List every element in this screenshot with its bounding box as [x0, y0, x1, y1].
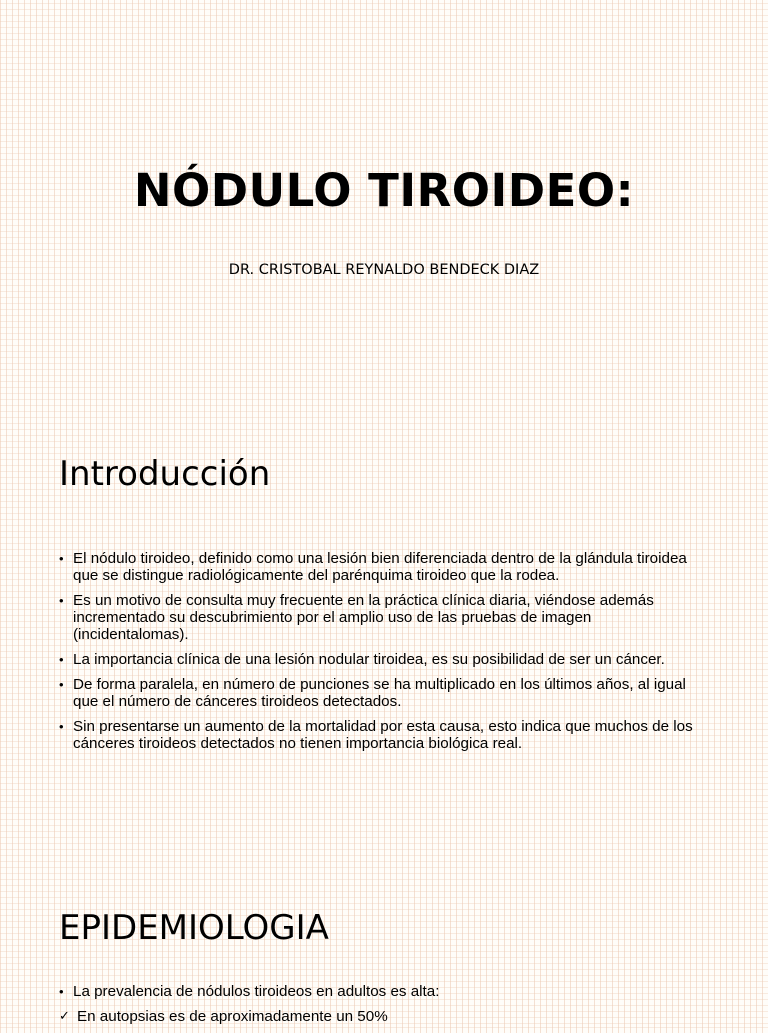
- check-text: En autopsias es de aproximadamente un 50%: [77, 1008, 388, 1025]
- author-name: DR. CRISTOBAL REYNALDO BENDECK DIAZ: [228, 262, 540, 278]
- epidemiology-slide: [0, 886, 768, 1024]
- bullet-icon: •: [59, 984, 64, 999]
- bullet-text: Es un motivo de consulta muy frecuente en la práctica clínica diaria, viéndose además incrementado su descubrimiento por el amplio uso de las pruebas de imagen (incidentalomas).: [73, 592, 654, 643]
- bullet-text: La prevalencia de nódulos tiroideos en adultos es alta:: [73, 983, 440, 1000]
- list-item: [59, 592, 709, 643]
- list-item: [59, 676, 709, 710]
- introduction-heading: Introducción: [59, 454, 271, 494]
- bullet-text: Sin presentarse un aumento de la mortalidad por esta causa, esto indica que muchos de los cánceres tiroideos detectados no tienen importancia biológica real.: [73, 718, 693, 752]
- list-item: [59, 983, 709, 1000]
- bullet-icon: •: [59, 652, 64, 667]
- bullet-icon: •: [59, 593, 64, 608]
- title-slide: [0, 0, 768, 436]
- list-item: [59, 1008, 709, 1025]
- introduction-slide: [0, 436, 768, 886]
- epidemiology-bullet-list: [59, 983, 709, 1033]
- bullet-text: La importancia clínica de una lesión nodular tiroidea, es su posibilidad de ser un cáncer.: [73, 651, 665, 668]
- list-item: [59, 550, 709, 584]
- bullet-icon: •: [59, 551, 64, 566]
- introduction-bullet-list: [59, 550, 709, 760]
- check-icon: ✓: [59, 1009, 70, 1024]
- bullet-text: De forma paralela, en número de punciones se ha multiplicado en los últimos años, al igual que el número de cánceres tiroideos detectados.: [73, 676, 686, 710]
- list-item: [59, 718, 709, 752]
- bullet-icon: •: [59, 719, 64, 734]
- presentation-title: NÓDULO TIROIDEO:: [133, 164, 635, 217]
- epidemiology-heading: EPIDEMIOLOGIA: [59, 908, 329, 948]
- bullet-text: El nódulo tiroideo, definido como una lesión bien diferenciada dentro de la glándula tiroidea que se distingue radiológicamente del parénquima tiroideo que la rodea.: [73, 550, 687, 584]
- bullet-icon: •: [59, 677, 64, 692]
- list-item: [59, 651, 709, 668]
